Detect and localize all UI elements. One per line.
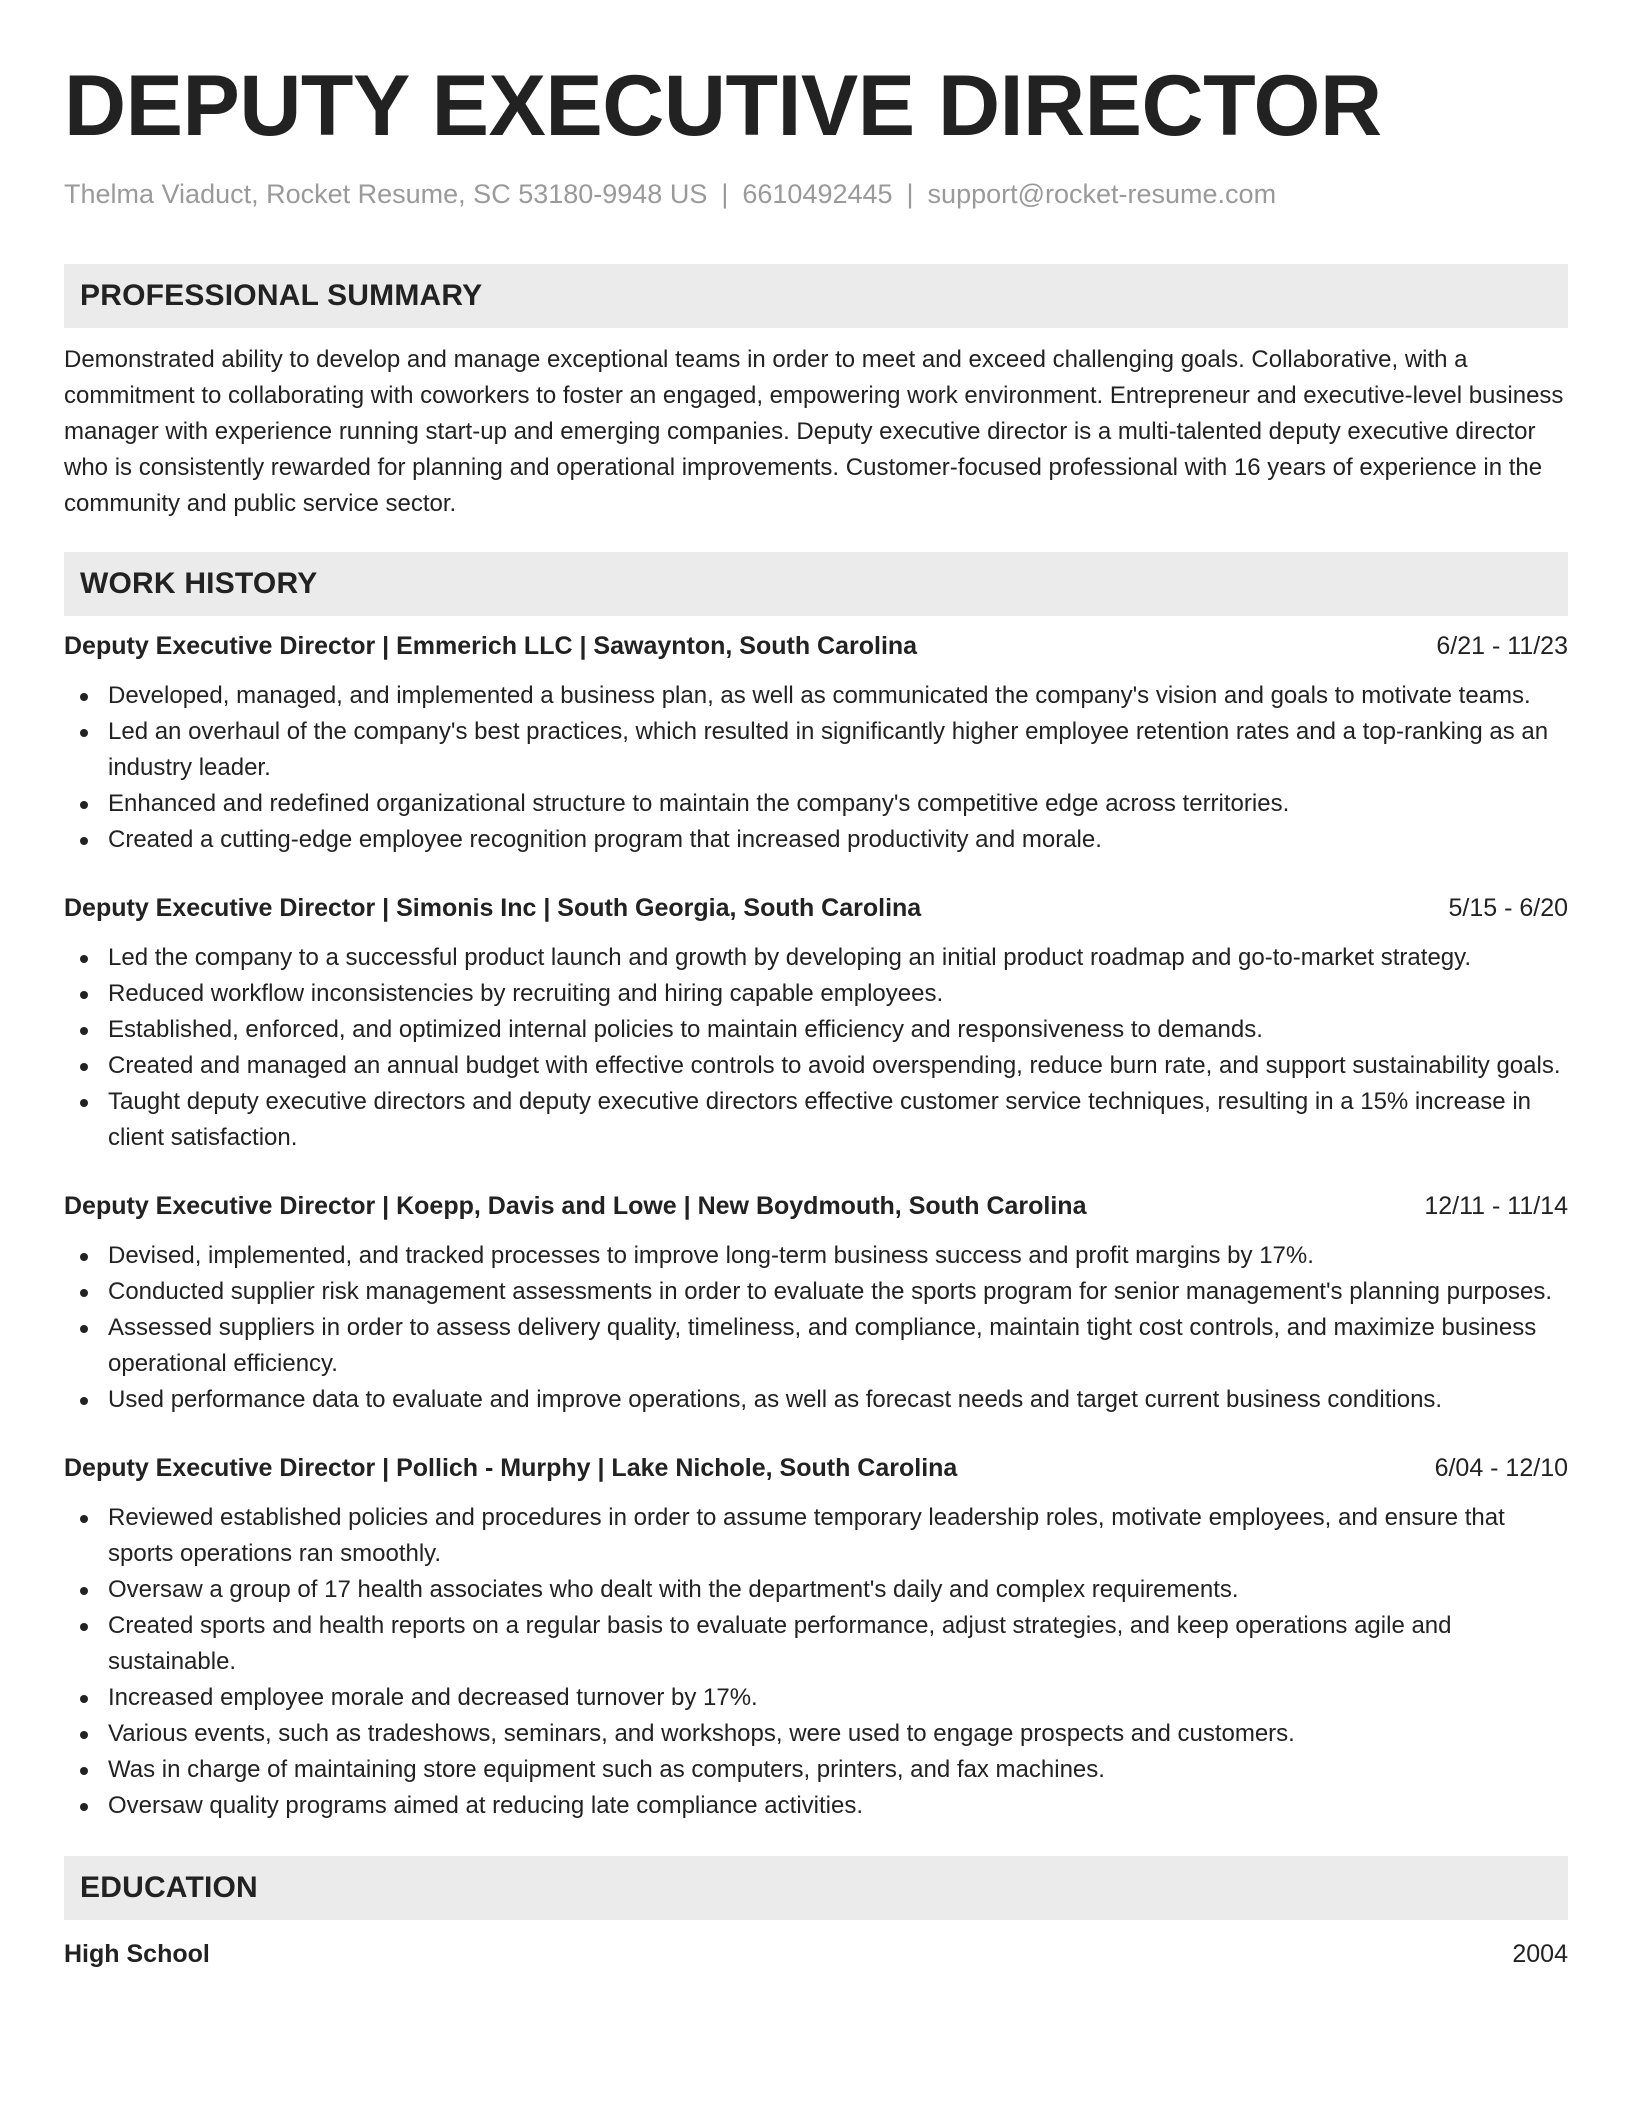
section-header-summary: PROFESSIONAL SUMMARY: [64, 264, 1568, 328]
education-degree: High School: [64, 1940, 210, 1968]
job-bullet: Was in charge of maintaining store equipment such as computers, printers, and fax machines.: [64, 1752, 1568, 1788]
job-bullets: [64, 940, 1568, 1156]
job-bullet: Conducted supplier risk management assessments in order to evaluate the sports program for senior management's planning purposes.: [64, 1274, 1568, 1310]
job-bullet: Oversaw quality programs aimed at reducing late compliance activities.: [64, 1788, 1568, 1824]
job-bullet: Used performance data to evaluate and improve operations, as well as forecast needs and target current business conditions.: [64, 1382, 1568, 1418]
contact-line: [64, 176, 1568, 212]
job-title: Deputy Executive Director | Simonis Inc | South Georgia, South Carolina: [64, 894, 922, 922]
job-bullet: Reduced workflow inconsistencies by recruiting and hiring capable employees.: [64, 976, 1568, 1012]
job-dates: 5/15 - 6/20: [1448, 894, 1568, 922]
job-bullet: Created and managed an annual budget with effective controls to avoid overspending, reduce burn rate, and support sustainability goals.: [64, 1048, 1568, 1084]
job-bullet: Increased employee morale and decreased turnover by 17%.: [64, 1680, 1568, 1716]
job-bullet: Devised, implemented, and tracked processes to improve long-term business success and profit margins by 17%.: [64, 1238, 1568, 1274]
education-year: 2004: [1512, 1940, 1568, 1968]
job-bullet: Created a cutting-edge employee recognition program that increased productivity and morale.: [64, 822, 1568, 858]
contact-separator: |: [906, 179, 914, 209]
job-title: Deputy Executive Director | Emmerich LLC | Sawaynton, South Carolina: [64, 632, 918, 660]
job-entry: [64, 628, 1568, 858]
resume-name-title: DEPUTY EXECUTIVE DIRECTOR: [64, 58, 1382, 154]
job-entry: [64, 1450, 1568, 1824]
job-bullet: Oversaw a group of 17 health associates who dealt with the department's daily and complex requirements.: [64, 1572, 1568, 1608]
education-entry: [64, 1936, 1568, 1972]
contact-address: Thelma Viaduct, Rocket Resume, SC 53180-9948 US: [64, 179, 708, 209]
job-bullet: Created sports and health reports on a regular basis to evaluate performance, adjust strategies, and keep operations agile and sustainable.: [64, 1608, 1568, 1680]
summary-text: Demonstrated ability to develop and manage exceptional teams in order to meet and exceed challenging goals. Collaborative, with a commitment to collaborating with coworkers to foster an engaged, empowering work environment. Entrepreneur and executive-level business manager with experience running start-up and emerging companies. Deputy executive director is a multi-talented deputy executive director who is consistently rewarded for planning and operational improvements. Customer-focused professional with 16 years of experience in the community and public service sector.: [64, 346, 1564, 517]
job-title: Deputy Executive Director | Koepp, Davis and Lowe | New Boydmouth, South Carolina: [64, 1192, 1087, 1220]
job-bullet: Reviewed established policies and procedures in order to assume temporary leadership roles, motivate employees, and ensure that sports operations ran smoothly.: [64, 1500, 1568, 1572]
job-bullets: [64, 1500, 1568, 1824]
job-header: [64, 628, 1568, 664]
job-entry: [64, 1188, 1568, 1418]
job-bullet: Led the company to a successful product launch and growth by developing an initial product roadmap and go-to-market strategy.: [64, 940, 1568, 976]
section-header-work-history: WORK HISTORY: [64, 552, 1568, 616]
job-bullet: Taught deputy executive directors and deputy executive directors effective customer service techniques, resulting in a 15% increase in client satisfaction.: [64, 1084, 1568, 1156]
job-bullet: Assessed suppliers in order to assess delivery quality, timeliness, and compliance, maintain tight cost controls, and maximize business operational efficiency.: [64, 1310, 1568, 1382]
contact-phone: 6610492445: [742, 179, 893, 209]
job-bullet: Led an overhaul of the company's best practices, which resulted in significantly higher employee retention rates and a top-ranking as an industry leader.: [64, 714, 1568, 786]
contact-separator: |: [721, 179, 729, 209]
section-header-education: EDUCATION: [64, 1856, 1568, 1920]
job-dates: 6/04 - 12/10: [1434, 1454, 1568, 1482]
job-entry: [64, 890, 1568, 1156]
job-header: [64, 1450, 1568, 1486]
job-dates: 12/11 - 11/14: [1424, 1192, 1568, 1220]
job-title: Deputy Executive Director | Pollich - Murphy | Lake Nichole, South Carolina: [64, 1454, 958, 1482]
job-bullets: [64, 1238, 1568, 1418]
job-bullet: Enhanced and redefined organizational structure to maintain the company's competitive edge across territories.: [64, 786, 1568, 822]
job-bullet: Established, enforced, and optimized internal policies to maintain efficiency and responsiveness to demands.: [64, 1012, 1568, 1048]
job-bullet: Developed, managed, and implemented a business plan, as well as communicated the company's vision and goals to motivate teams.: [64, 678, 1568, 714]
job-bullet: Various events, such as tradeshows, seminars, and workshops, were used to engage prospects and customers.: [64, 1716, 1568, 1752]
job-bullets: [64, 678, 1568, 858]
job-header: [64, 1188, 1568, 1224]
job-dates: 6/21 - 11/23: [1436, 632, 1568, 660]
contact-email: support@rocket-resume.com: [927, 179, 1277, 209]
job-header: [64, 890, 1568, 926]
